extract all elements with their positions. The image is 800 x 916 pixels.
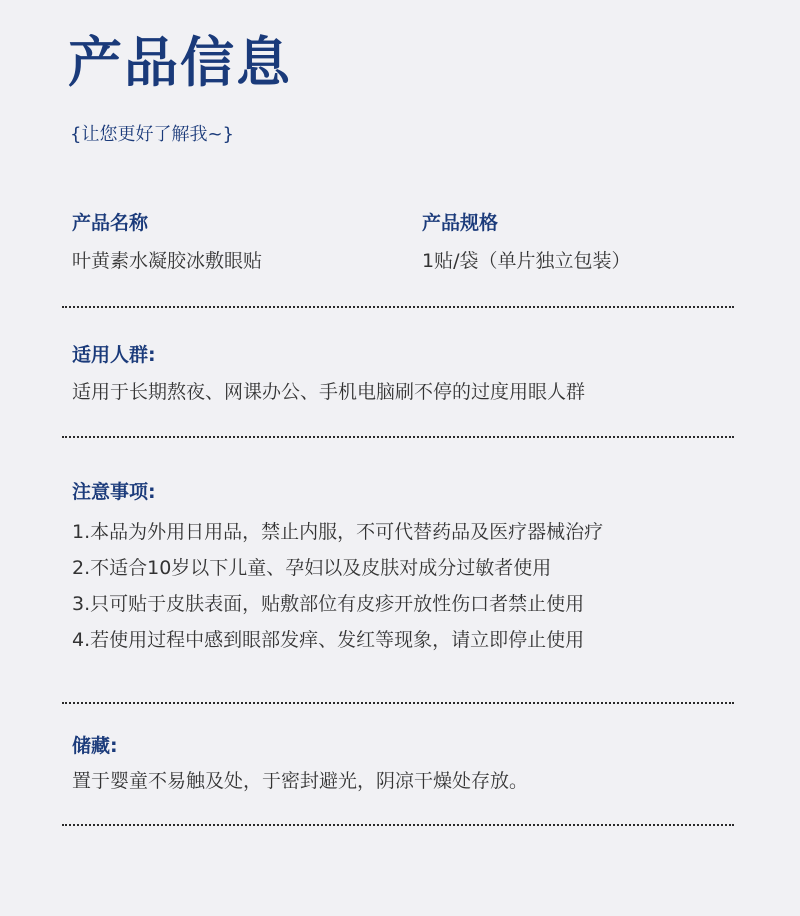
storage-value: 置于婴童不易触及处，于密封避光，阴凉干燥处存放。 xyxy=(72,770,529,792)
divider xyxy=(62,824,734,826)
list-item: 2.不适合10岁以下儿童、孕妇以及皮肤对成分过敏者使用 xyxy=(72,557,552,579)
storage-label: 储藏: xyxy=(72,735,118,757)
page-subtitle: {让您更好了解我~} xyxy=(70,124,234,145)
product-name-label: 产品名称 xyxy=(72,212,149,234)
product-spec-label: 产品规格 xyxy=(422,212,499,234)
target-users-value: 适用于长期熬夜、网课办公、手机电脑刷不停的过度用眼人群 xyxy=(72,381,586,403)
product-spec-value: 1贴/袋（单片独立包装） xyxy=(422,250,631,272)
list-item: 3.只可贴于皮肤表面，贴敷部位有皮疹开放性伤口者禁止使用 xyxy=(72,593,585,615)
page-title: 产品信息 xyxy=(68,31,292,94)
divider xyxy=(62,436,734,438)
precautions-list xyxy=(72,514,603,658)
divider xyxy=(62,702,734,704)
product-name-value: 叶黄素水凝胶冰敷眼贴 xyxy=(72,250,263,272)
list-item: 4.若使用过程中感到眼部发痒、发红等现象，请立即停止使用 xyxy=(72,629,585,651)
divider xyxy=(62,306,734,308)
list-item: 1.本品为外用日用品，禁止内服，不可代替药品及医疗器械治疗 xyxy=(72,521,604,543)
precautions-label: 注意事项: xyxy=(72,481,156,503)
target-users-label: 适用人群: xyxy=(72,344,156,366)
